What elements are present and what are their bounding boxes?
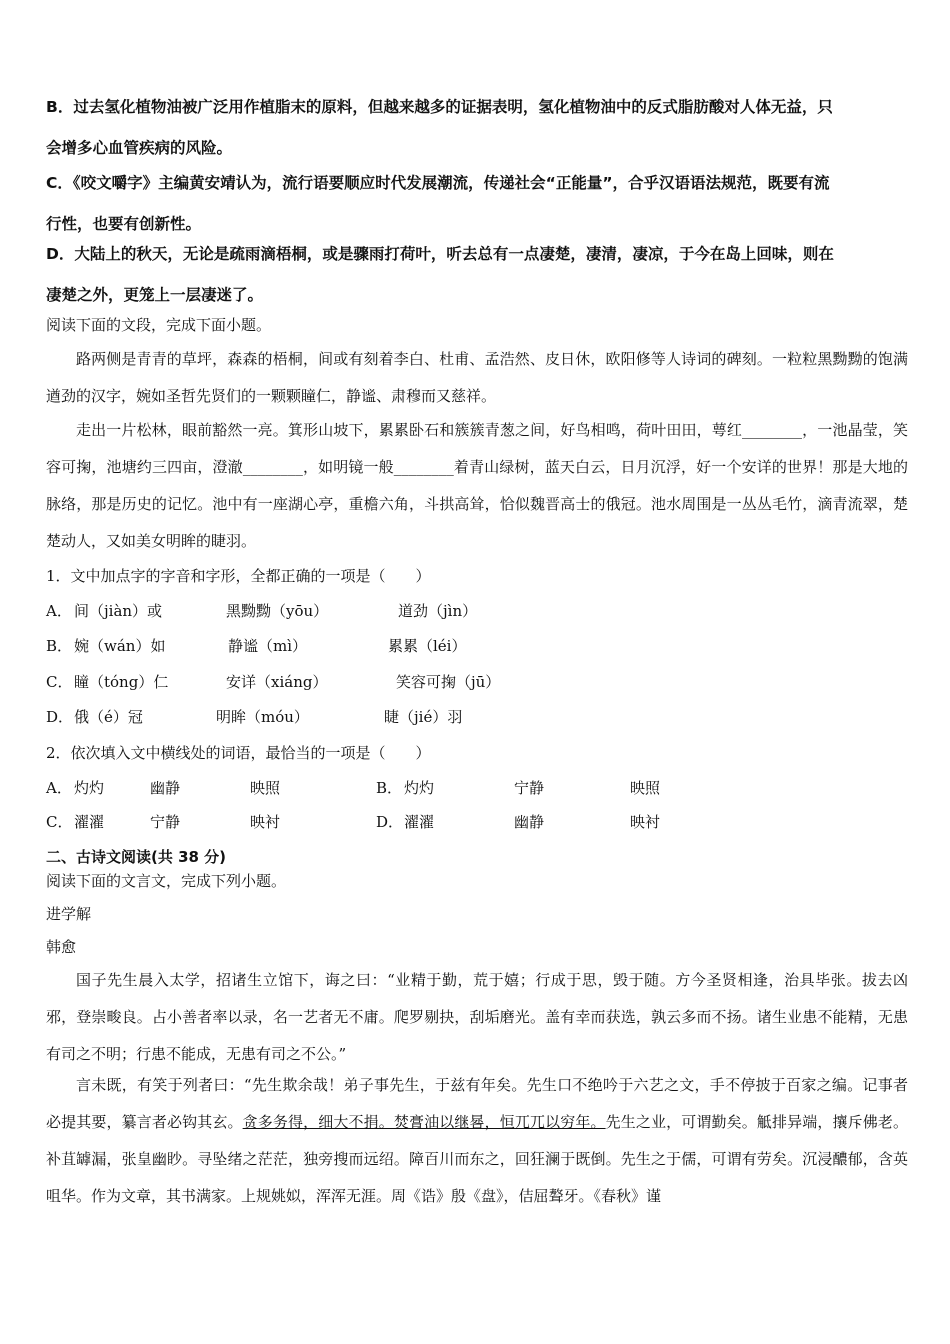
option-word: 幽静 <box>150 779 181 797</box>
option-item: 婉（wán）如 <box>74 637 166 655</box>
option-label[interactable]: D． <box>376 813 404 831</box>
underlined-sentence: 贪多务得，细大不捐。焚膏油以继晷，恒兀兀以穷年。 <box>242 1113 606 1131</box>
option-text-cont: 凄楚之外，更笼上一层凄迷了。 <box>46 286 264 304</box>
option-word: 濯濯 <box>404 813 435 831</box>
option-label: A． <box>46 602 72 620</box>
option-word: 灼灼 <box>74 779 105 797</box>
option-text-cont: 行性，也要有创新性。 <box>46 215 202 233</box>
option-item: 累累（léi） <box>388 637 467 655</box>
option-label: B． <box>46 637 73 655</box>
option-label[interactable]: C． <box>46 813 73 831</box>
option-label: B． <box>46 98 74 116</box>
reading-paragraph-1: 路两侧是青青的草坪，森森的梧桐，间或有刻着李白、杜甫、孟浩然、皮日休，欧阳修等人诗词的碑刻。一粒粒黑黝黝的饱满遒劲的汉字，婉如圣哲先贤们的一颗颗瞳仁，静谧、肃穆而又慈祥。 <box>46 350 908 405</box>
option-item: 安详（xiáng） <box>226 673 328 691</box>
option-word: 宁静 <box>150 813 181 831</box>
option-c <box>46 172 908 236</box>
option-label: C． <box>46 174 73 192</box>
option-item: 俄（é）冠 <box>74 708 143 726</box>
option-label[interactable]: A． <box>46 779 72 797</box>
essay-author: 韩愈 <box>46 938 77 956</box>
option-text: 大陆上的秋天，无论是疏雨滴梧桐，或是骤雨打荷叶，听去总有一点凄楚，凄清，凄凉，于今在岛上回味，则在 <box>74 245 834 263</box>
option-label: D． <box>46 708 74 726</box>
option-word: 灼灼 <box>404 779 435 797</box>
option-item: 道劲（jìn） <box>398 602 478 620</box>
essay-paragraph-2 <box>46 1067 908 1215</box>
reading-paragraph-2: 走出一片松林，眼前豁然一亮。箕形山坡下，累累卧石和簇簇青葱之间，好鸟相鸣，荷叶田田，萼红________，一池晶莹，笑容可掬，池塘约三四亩，澄澈________，如明镜一般________着青山绿树，蓝天白云，日月沉浮，好一个安详的世界！那是大地的脉络，那是历史的记忆。池中有一座湖心亭，重檐六角，斗拱高耸，恰似魏晋高士的俄冠。池水周围是一丛丛毛竹，滴青流翠，楚楚动人，又如美女明眸的睫羽。 <box>46 421 908 550</box>
option-word: 幽静 <box>514 813 545 831</box>
option-label: C． <box>46 673 73 691</box>
option-item: 黑黝黝（yōu） <box>226 602 329 620</box>
question-1-stem: 1．文中加点字的字音和字形，全都正确的一项是（ ） <box>46 567 431 585</box>
option-label[interactable]: B． <box>376 779 403 797</box>
essay-title: 进学解 <box>46 905 92 923</box>
option-word: 濯濯 <box>74 813 105 831</box>
option-word: 映照 <box>250 779 281 797</box>
option-item: 明眸（móu） <box>216 708 309 726</box>
option-word: 映照 <box>630 779 661 797</box>
option-d <box>46 243 908 307</box>
option-item: 睫（jié）羽 <box>384 708 463 726</box>
option-word: 映衬 <box>250 813 281 831</box>
option-item: 瞳（tóng）仁 <box>74 673 169 691</box>
option-item: 静谧（mì） <box>228 637 308 655</box>
option-word: 宁静 <box>514 779 545 797</box>
option-item: 间（jiàn）或 <box>74 602 163 620</box>
option-text-cont: 会增多心血管疾病的风险。 <box>46 139 233 157</box>
section-instruction: 阅读下面的文言文，完成下列小题。 <box>46 872 287 890</box>
question-2-stem: 2．依次填入文中横线处的词语，最恰当的一项是（ ） <box>46 744 431 762</box>
option-text: 《咬文嚼字》主编黄安靖认为，流行语要顺应时代发展潮流，传递社会“正能量”，合乎汉语语法规范，既要有流 <box>72 174 830 192</box>
option-b <box>46 96 908 160</box>
option-word: 映衬 <box>630 813 661 831</box>
option-label: D． <box>46 245 75 263</box>
option-item: 笑容可掬（jū） <box>396 673 501 691</box>
text-run: 言未既，有笑于列者曰：“先生欺余哉！弟子事先生，于兹有年矣。先生口不绝吟于六艺之文，手不停披于百家之编。记事者必提其要，纂言者必钩其玄。 <box>46 1076 908 1131</box>
option-text: 过去氢化植物油被广泛用作植脂末的原料，但越来越多的证据表明，氢化植物油中的反式脂肪酸对人体无益，只 <box>73 98 833 116</box>
essay-paragraph-1: 国子先生晨入太学，招诸生立馆下，诲之曰：“业精于勤，荒于嬉；行成于思，毁于随。方今圣贤相逢，治具毕张。拔去凶邪，登崇畯良。占小善者率以录，名一艺者无不庸。爬罗剔抉，刮垢磨光。盖有幸而获选，孰云多而不扬。诸生业患不能精，无患有司之不明；行患不能成，无患有司之不公。” <box>46 971 908 1063</box>
text-run: 先生之业，可谓勤矣。觝排异端，攘斥佛老。补苴罅漏，张皇幽眇。寻坠绪之茫茫，独旁搜而远绍。障百川而东之，回狂澜于既倒。先生之于儒，可谓有劳矣。沉浸醲郁，含英咀华。作为文章，其书满家。上规姚姒，浑浑无涯。周《诰》殷《盘》，佶屈聱牙。《春秋》谨 <box>46 1113 908 1205</box>
section-title: 二、古诗文阅读(共 38 分) <box>46 848 227 866</box>
reading-instruction: 阅读下面的文段，完成下面小题。 <box>46 316 272 334</box>
